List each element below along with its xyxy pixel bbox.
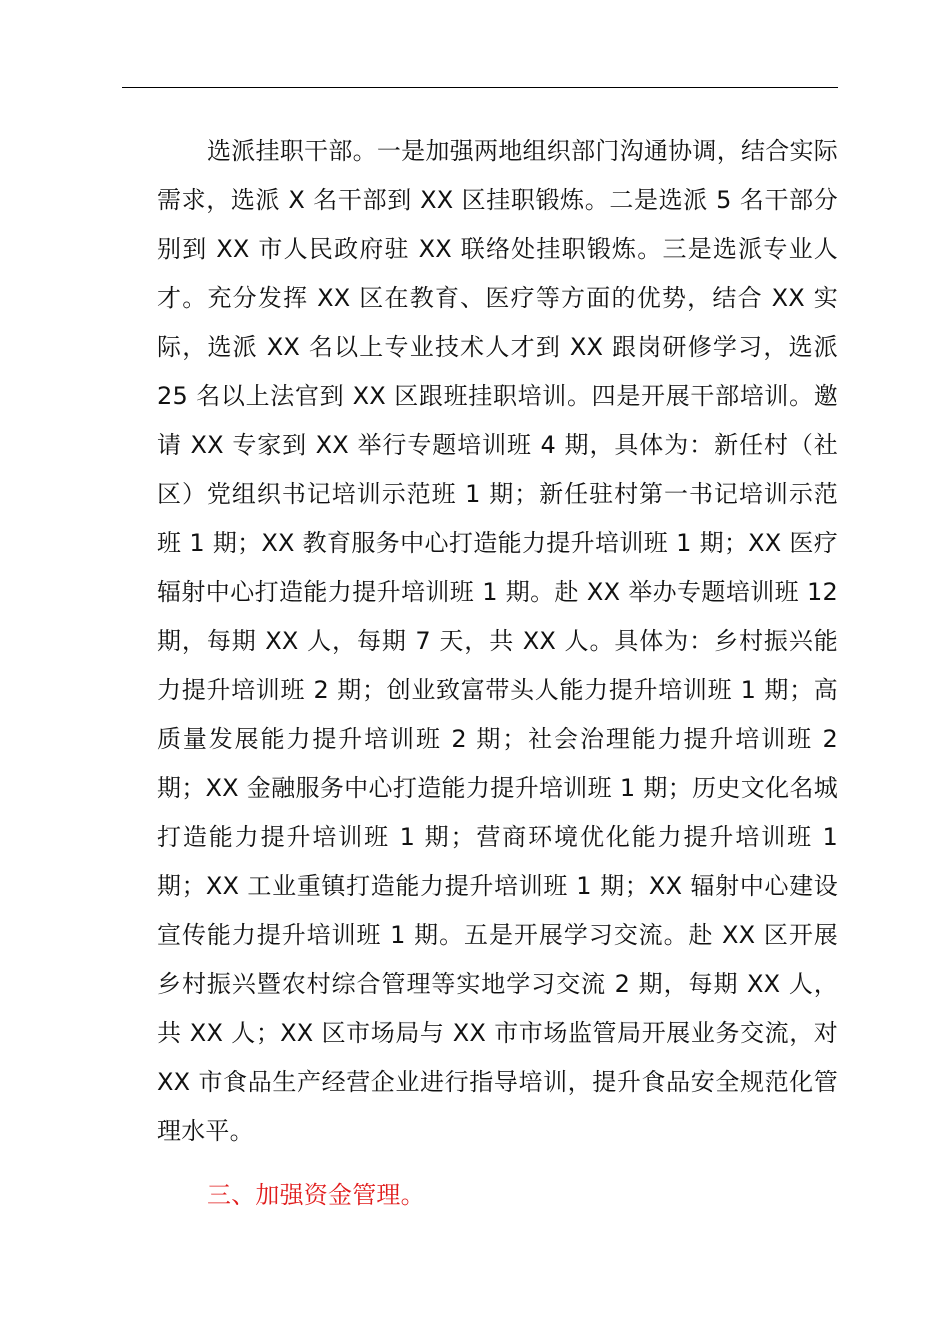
- body-paragraph: 选派挂职干部。一是加强两地组织部门沟通协调，结合实际需求，选派 X 名干部到 XX 区挂职锻炼。二是选派 5 名干部分别到 XX 市人民政府驻 XX 联络处挂职锻炼。三是选派专业人才。充分发挥 XX 区在教育、医疗等方面的优势，结合 XX 实际，选派 XX 名以上专业技术人才到 XX 跟岗研修学习，选派 25 名以上法官到 XX 区跟班挂职培训。四是开展干部培训。邀请 XX 专家到 XX 举行专题培训班 4 期，具体为：新任村（社区）党组织书记培训示范班 1 期；新任驻村第一书记培训示范班 1 期；XX 教育服务中心打造能力提升培训班 1 期；XX 医疗辐射中心打造能力提升培训班 1 期。赴 XX 举办专题培训班 12 期，每期 XX 人，每期 7 天，共 XX 人。具体为：乡村振兴能力提升培训班 2 期；创业致富带头人能力提升培训班 1 期；高质量发展能力提升培训班 2 期；社会治理能力提升培训班 2 期；XX 金融服务中心打造能力提升培训班 1 期；历史文化名城打造能力提升培训班 1 期；营商环境优化能力提升培训班 1 期；XX 工业重镇打造能力提升培训班 1 期；XX 辐射中心建设宣传能力提升培训班 1 期。五是开展学习交流。赴 XX 区开展乡村振兴暨农村综合管理等实地学习交流 2 期，每期 XX 人，共 XX 人；XX 区市场局与 XX 市市场监管局开展业务交流，对 XX 市食品生产经营企业进行指导培训，提升食品安全规范化管理水平。: [157, 137, 838, 1145]
- header-rule: [122, 87, 838, 88]
- section-heading: 三、加强资金管理。: [207, 1181, 425, 1209]
